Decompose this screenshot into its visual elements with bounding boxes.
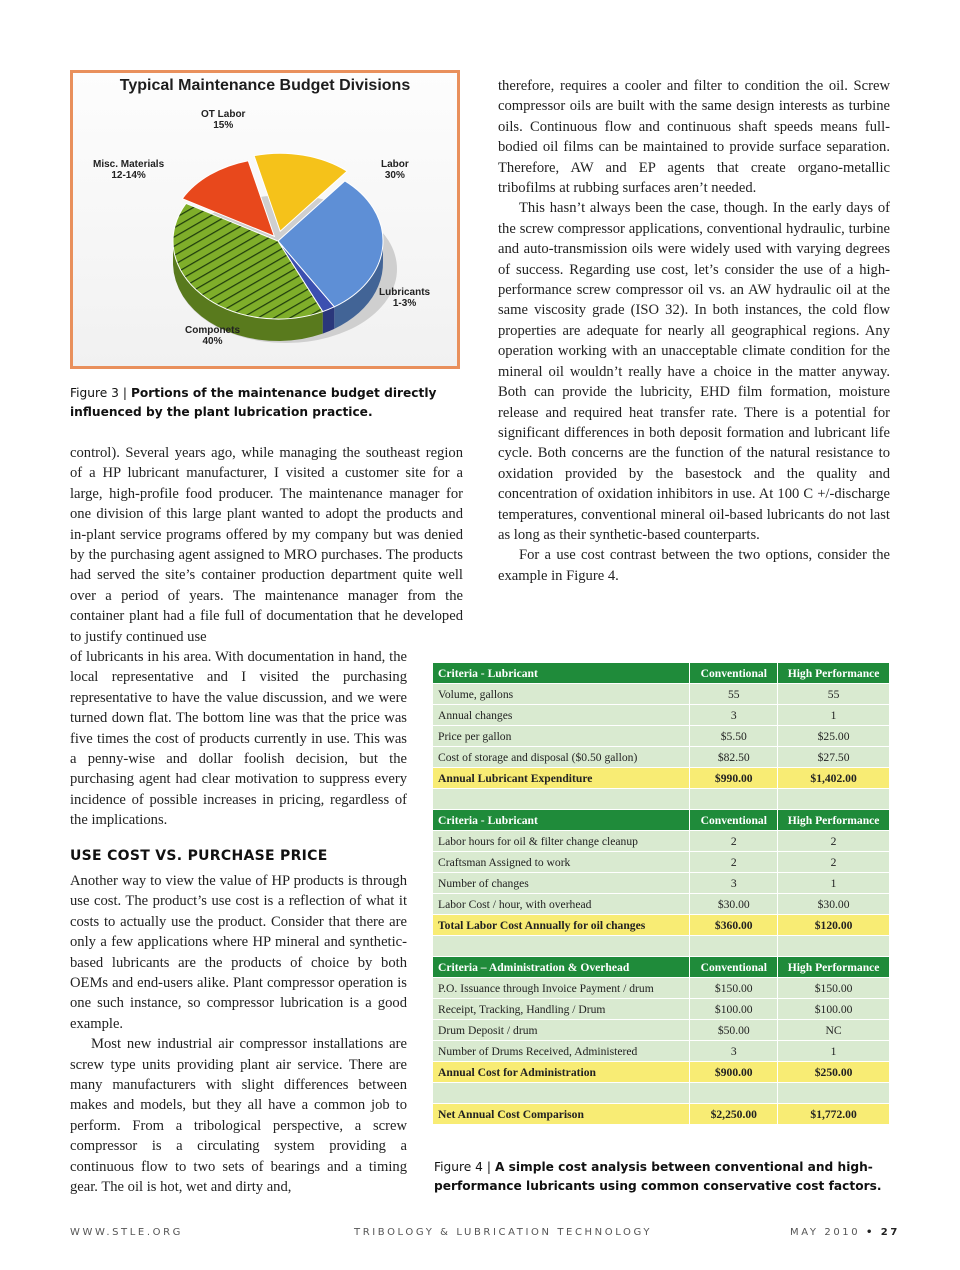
- paragraph: therefore, requires a cooler and filter to condition the oil. Screw compressor oils are built with the same design interests as turbine oils. Continuous flow and continuous shaft speeds means full-bodied oil films can be maintained to provide surface separation. Therefore, AW and EP agents that create organo-metallic tribofilms at rubbing surfaces aren’t needed.: [498, 78, 890, 197]
- table-row: [433, 1020, 890, 1041]
- table-cell-conventional: $5.50: [690, 726, 778, 747]
- table-cell-conventional: $50.00: [690, 1020, 778, 1041]
- table-cell-high-performance: $25.00: [778, 726, 890, 747]
- table-cell-conventional: 3: [690, 1041, 778, 1062]
- table-row: [433, 1041, 890, 1062]
- table-total-row: [433, 915, 890, 936]
- table-cell-conventional: $2,250.00: [690, 1104, 778, 1125]
- table-cell-criteria: Criteria – Administration & Overhead: [433, 957, 690, 978]
- left-column-middle: [70, 647, 407, 831]
- table-cell-high-performance: [778, 789, 890, 810]
- table-cell-high-performance: $250.00: [778, 1062, 890, 1083]
- table-row: [433, 894, 890, 915]
- table-spacer-row: [433, 789, 890, 810]
- table-cell-high-performance: 1: [778, 705, 890, 726]
- table-cell-criteria: Drum Deposit / drum: [433, 1020, 690, 1041]
- figure-3-caption-text: Portions of the maintenance budget directly influenced by the plant lubrication practice.: [70, 386, 437, 419]
- table-cell-high-performance: 2: [778, 831, 890, 852]
- figure-3-number: Figure 3: [70, 386, 119, 400]
- table-cell-conventional: $82.50: [690, 747, 778, 768]
- table-row: [433, 684, 890, 705]
- table-cell-criteria: Price per gallon: [433, 726, 690, 747]
- table-row: [433, 726, 890, 747]
- table-cell-conventional: $100.00: [690, 999, 778, 1020]
- table-total-row: [433, 1104, 890, 1125]
- left-column-top: [70, 443, 463, 647]
- table-cell-criteria: Labor Cost / hour, with overhead: [433, 894, 690, 915]
- table-cell-high-performance: $120.00: [778, 915, 890, 936]
- table-cell-high-performance: $100.00: [778, 999, 890, 1020]
- table-cell-criteria: P.O. Issuance through Invoice Payment / drum: [433, 978, 690, 999]
- label-ot-labor: OT Labor 15%: [201, 109, 246, 131]
- table-cell-high-performance: $150.00: [778, 978, 890, 999]
- table-cell-conventional: 2: [690, 831, 778, 852]
- footer-bullet: •: [866, 1227, 876, 1238]
- table-cell-criteria: Annual Lubricant Expenditure: [433, 768, 690, 789]
- table-row: [433, 705, 890, 726]
- table-cell-high-performance: NC: [778, 1020, 890, 1041]
- footer-url: WWW.STLE.ORG: [70, 1227, 183, 1238]
- section-heading: USE COST VS. PURCHASE PRICE: [70, 848, 328, 864]
- table-cell-high-performance: $1,772.00: [778, 1104, 890, 1125]
- table-cell-high-performance: High Performance: [778, 663, 890, 684]
- paragraph: control). Several years ago, while managing the southeast region of a HP lubricant manufacturer, I visited a customer site for a large, high-profile food producer. The maintenance manager for one division of this large plant wanted to adopt the products and in-plant service programs offered by my company but was denied by the purchasing agent assigned to MRO purchases. The products had served the site’s container production department quite well over a period of years. The maintenance manager from the container plant had a file full of documentation that he developed to justify continued use: [70, 445, 463, 645]
- table-cell-high-performance: 1: [778, 873, 890, 894]
- table-cell-criteria: [433, 789, 690, 810]
- table-cell-high-performance: [778, 936, 890, 957]
- table-cell-conventional: Conventional: [690, 957, 778, 978]
- table-cell-criteria: Criteria - Lubricant: [433, 810, 690, 831]
- table-row: [433, 873, 890, 894]
- paragraph: of lubricants in his area. With documentation in hand, the local representative and I visited the purchasing representative to have the value discussion, and we were turned down flat. The bottom line was that the price was five times the cost of products currently in use. This was a penny-wise and dollar foolish decision, but the purchasing agent had clear motivation to suppress every incidence of possible increases in pricing, regardless of the implications.: [70, 649, 407, 829]
- footer-date: MAY 2010 • 27: [790, 1227, 900, 1238]
- figure-4-caption-text: A simple cost analysis between conventional and high-performance lubricants using common conservative cost factors.: [434, 1160, 882, 1193]
- label-misc-materials: Misc. Materials 12-14%: [93, 159, 165, 181]
- table-row: [433, 831, 890, 852]
- table-total-row: [433, 1062, 890, 1083]
- left-column-bottom: [70, 871, 407, 1198]
- figure-3-caption: Figure 3 | Portions of the maintenance budget directly influenced by the plant lubrication practice.: [70, 386, 437, 419]
- table-cell-criteria: Annual Cost for Administration: [433, 1062, 690, 1083]
- table-cell-high-performance: High Performance: [778, 957, 890, 978]
- table-spacer-row: [433, 1083, 890, 1104]
- table-header-row: [433, 810, 890, 831]
- table-row: [433, 747, 890, 768]
- table-cell-conventional: 2: [690, 852, 778, 873]
- table-cell-conventional: $360.00: [690, 915, 778, 936]
- table-cell-criteria: [433, 936, 690, 957]
- table-cell-high-performance: $27.50: [778, 747, 890, 768]
- table-cell-criteria: Cost of storage and disposal ($0.50 gallon): [433, 747, 690, 768]
- table-cell-conventional: 55: [690, 684, 778, 705]
- table-cell-criteria: Criteria - Lubricant: [433, 663, 690, 684]
- table-cell-conventional: [690, 936, 778, 957]
- page-number: 27: [880, 1227, 900, 1238]
- right-column: [498, 76, 890, 586]
- table-header-row: [433, 957, 890, 978]
- table-cell-criteria: Total Labor Cost Annually for oil changes: [433, 915, 690, 936]
- table-cell-conventional: [690, 1083, 778, 1104]
- chart-title: Typical Maintenance Budget Divisions: [119, 77, 411, 94]
- figure-3-pie-chart: [70, 70, 460, 369]
- table-cell-conventional: $900.00: [690, 1062, 778, 1083]
- paragraph: Another way to view the value of HP products is through use cost. The product’s use cost is a reflection of what it costs to actually use the product. Consider that there are only a few applications where HP mineral and synthetic-based lubricants are the products of choice by both OEMs and end-users alike. Plant compressor operation is one such instance, so compressor lubrication is a good example.: [70, 873, 407, 1032]
- table-cell-conventional: $30.00: [690, 894, 778, 915]
- table-cell-high-performance: 1: [778, 1041, 890, 1062]
- table-cell-criteria: Annual changes: [433, 705, 690, 726]
- table-row: [433, 852, 890, 873]
- table-cell-conventional: 3: [690, 873, 778, 894]
- paragraph: For a use cost contrast between the two options, consider the example in Figure 4.: [498, 547, 890, 584]
- table-row: [433, 978, 890, 999]
- table-cell-conventional: [690, 789, 778, 810]
- footer-publication: TRIBOLOGY & LUBRICATION TECHNOLOGY: [354, 1227, 653, 1238]
- table-cell-criteria: Number of Drums Received, Administered: [433, 1041, 690, 1062]
- figure-4-caption: Figure 4 | A simple cost analysis between conventional and high-performance lubricants using common conservative cost factors.: [434, 1160, 882, 1193]
- label-labor: Labor 30%: [381, 159, 409, 181]
- table-cell-high-performance: $30.00: [778, 894, 890, 915]
- paragraph: Most new industrial air compressor installations are screw type units providing plant air service. There are many manufacturers with slight differences between makes and models, but they all have a common job to perform. From a tribological perspective, a screw compressor is a circulating system providing a continuous flow to two sets of bearings and a timing gear. The oil is hot, wet and dirty and,: [70, 1036, 407, 1196]
- table-row: [433, 999, 890, 1020]
- paragraph: This hasn’t always been the case, though. In the early days of the screw compressor applications, conventional hydraulic, turbine and auto-transmission oils were widely used with varying degrees of success. Regarding use cost, let’s consider the use of a high-performance screw compressor oil vs. an AW hydraulic oil at the same viscosity grade (ISO 32). In both instances, the cold flow properties are adequate for nearly all geographical regions. Any operation working with an unacceptable climate condition for the mineral oil wouldn’t really have a choice in the matter anyway. Both can provide the lubricity, EHD film formation, moisture release and required heat transfer rate. There is a potential for significant differences in both deposit formation and lubricant life cycle. Both concerns are the function of the natural resistance to oxidation provided by the basestock and the quality and concentration of oxidation inhibitors in use. At 100 C +/-discharge temperatures, conventional mineral oil-based lubricants do not last as long as their synthetic-based counterparts.: [498, 200, 890, 543]
- table-cell-high-performance: [778, 1083, 890, 1104]
- table-total-row: [433, 768, 890, 789]
- figure-4-number: Figure 4: [434, 1160, 483, 1174]
- table-cell-criteria: Receipt, Tracking, Handling / Drum: [433, 999, 690, 1020]
- table-cell-criteria: Labor hours for oil & filter change cleanup: [433, 831, 690, 852]
- table-cell-criteria: Number of changes: [433, 873, 690, 894]
- table-cell-criteria: Volume, gallons: [433, 684, 690, 705]
- label-lubricants: Lubricants 1-3%: [379, 287, 431, 309]
- pie-svg: [73, 73, 457, 366]
- table-cell-conventional: Conventional: [690, 810, 778, 831]
- table-spacer-row: [433, 936, 890, 957]
- figure-4-cost-table: [432, 662, 890, 1125]
- table-cell-criteria: Craftsman Assigned to work: [433, 852, 690, 873]
- table-cell-conventional: Conventional: [690, 663, 778, 684]
- table-cell-conventional: 3: [690, 705, 778, 726]
- table-cell-high-performance: 2: [778, 852, 890, 873]
- table-cell-conventional: $150.00: [690, 978, 778, 999]
- table-header-row: [433, 663, 890, 684]
- label-componets: Componets 40%: [185, 325, 240, 347]
- table-cell-high-performance: 55: [778, 684, 890, 705]
- table-cell-criteria: Net Annual Cost Comparison: [433, 1104, 690, 1125]
- table-cell-high-performance: High Performance: [778, 810, 890, 831]
- table-cell-high-performance: $1,402.00: [778, 768, 890, 789]
- table-cell-criteria: [433, 1083, 690, 1104]
- table-cell-conventional: $990.00: [690, 768, 778, 789]
